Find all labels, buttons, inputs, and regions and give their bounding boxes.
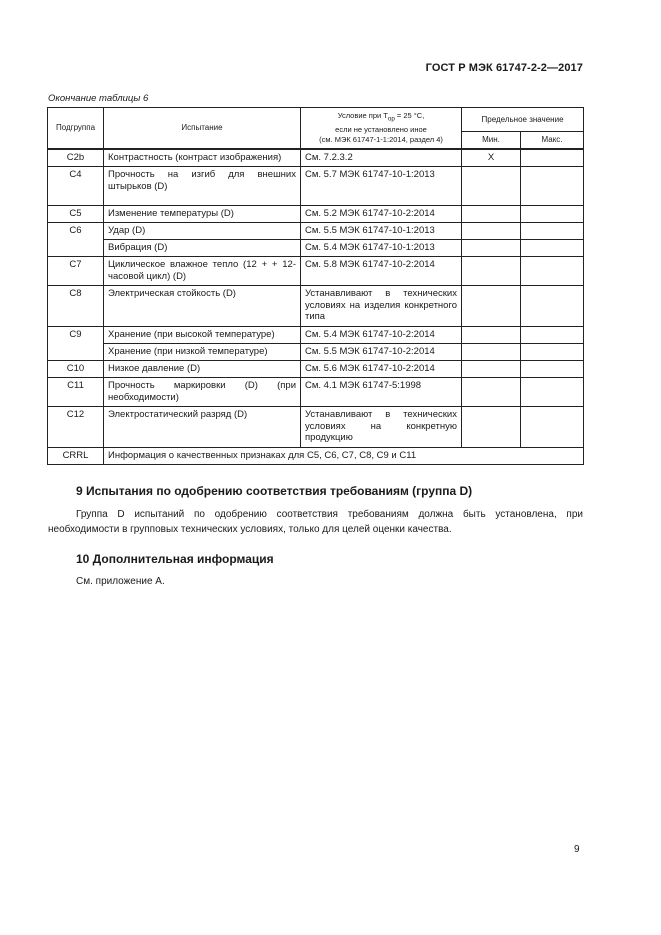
cell-max — [521, 286, 584, 327]
tests-table — [47, 107, 584, 465]
cell-condition: См. 7.2.3.2 — [301, 149, 462, 167]
cell-max — [521, 344, 584, 361]
cell-min — [462, 407, 521, 448]
cell-min — [462, 361, 521, 378]
cell-condition: Устанавливают в технических условиях на конкретную продукцию — [301, 407, 462, 448]
cell-test: Изменение температуры (D) — [104, 206, 301, 223]
cell-max — [521, 149, 584, 167]
table-row — [48, 344, 584, 361]
document-id-header: ГОСТ Р МЭК 61747-2-2—2017 — [425, 62, 583, 74]
cell-min — [462, 344, 521, 361]
table-row — [48, 206, 584, 223]
cell-group: C4 — [48, 167, 104, 206]
table-header-row — [48, 108, 584, 132]
cell-test: Контрастность (контраст изображения) — [104, 149, 301, 167]
crrl-row — [48, 448, 584, 465]
cell-min: X — [462, 149, 521, 167]
header-condition-sub: ор — [387, 115, 395, 123]
section-9-title: 9 Испытания по одобрению соответствия требованиям (группа D) — [76, 484, 473, 498]
cell-min — [462, 286, 521, 327]
table-row — [48, 167, 584, 206]
cell-max — [521, 361, 584, 378]
cell-group: C6 — [48, 223, 104, 257]
cell-group: C2b — [48, 149, 104, 167]
cell-max — [521, 223, 584, 240]
table-row — [48, 407, 584, 448]
header-condition-line1: Условие при T — [337, 111, 388, 121]
table-row — [48, 149, 584, 167]
header-group: Подгруппа — [48, 108, 104, 150]
cell-test: Низкое давление (D) — [104, 361, 301, 378]
table-row — [48, 223, 584, 240]
cell-group: C9 — [48, 327, 104, 361]
header-condition-line2: если не установлено иное — [335, 124, 427, 134]
table-row — [48, 286, 584, 327]
cell-max — [521, 206, 584, 223]
header-limit: Предельное значение — [462, 108, 584, 132]
table-body — [48, 149, 584, 465]
cell-max — [521, 378, 584, 407]
cell-condition: См. 5.7 МЭК 61747-10-1:2013 — [301, 167, 462, 206]
table-row — [48, 327, 584, 344]
cell-condition: См. 5.5 МЭК 61747-10-2:2014 — [301, 344, 462, 361]
section-10-text: См. приложение А. — [76, 576, 165, 587]
cell-group: C10 — [48, 361, 104, 378]
cell-min — [462, 257, 521, 286]
cell-min — [462, 327, 521, 344]
section-9-text: Группа D испытаний по одобрению соответствия требованиям должна быть установлена, при необходимости в групповых технических условиях, только для целей оценки качества. — [48, 509, 583, 535]
table-row — [48, 378, 584, 407]
cell-group: C12 — [48, 407, 104, 448]
cell-group: C8 — [48, 286, 104, 327]
cell-condition: См. 4.1 МЭК 61747-5:1998 — [301, 378, 462, 407]
cell-condition: См. 5.6 МЭК 61747-10-2:2014 — [301, 361, 462, 378]
header-test: Испытание — [104, 108, 301, 150]
section-10-title: 10 Дополнительная информация — [76, 552, 274, 566]
page-number: 9 — [574, 844, 580, 855]
cell-group: C5 — [48, 206, 104, 223]
cell-condition: См. 5.2 МЭК 61747-10-2:2014 — [301, 206, 462, 223]
header-max: Макс. — [521, 132, 584, 150]
cell-min — [462, 240, 521, 257]
cell-group: CRRL — [48, 448, 104, 465]
cell-group: C11 — [48, 378, 104, 407]
cell-max — [521, 240, 584, 257]
cell-test: Прочность на изгиб для внешних штырьков (D) — [104, 167, 301, 206]
cell-max — [521, 327, 584, 344]
cell-max — [521, 167, 584, 206]
table-caption: Окончание таблицы 6 — [48, 93, 149, 104]
cell-test: Хранение (при низкой температуре) — [104, 344, 301, 361]
cell-max — [521, 257, 584, 286]
table-row — [48, 361, 584, 378]
header-condition-line3: (см. МЭК 61747-1-1:2014, раздел 4) — [319, 134, 443, 144]
cell-test: Хранение (при высокой температуре) — [104, 327, 301, 344]
cell-group: C7 — [48, 257, 104, 286]
cell-test: Прочность маркировки (D) (при необходимости) — [104, 378, 301, 407]
cell-min — [462, 378, 521, 407]
cell-condition: См. 5.4 МЭК 61747-10-1:2013 — [301, 240, 462, 257]
cell-min — [462, 223, 521, 240]
cell-condition: Устанавливают в технических условиях на изделия конкретного типа — [301, 286, 462, 327]
cell-condition: См. 5.8 МЭК 61747-10-2:2014 — [301, 257, 462, 286]
header-condition-line1-end: = 25 °C, — [394, 111, 425, 121]
header-condition — [301, 108, 462, 150]
cell-condition: См. 5.5 МЭК 61747-10-1:2013 — [301, 223, 462, 240]
cell-condition: См. 5.4 МЭК 61747-10-2:2014 — [301, 327, 462, 344]
cell-test: Электростатический разряд (D) — [104, 407, 301, 448]
cell-max — [521, 407, 584, 448]
cell-min — [462, 167, 521, 206]
cell-crrl-text: Информация о качественных признаках для C5, C6, C7, C8, C9 и C11 — [104, 448, 584, 465]
header-min: Мин. — [462, 132, 521, 150]
cell-min — [462, 206, 521, 223]
cell-test: Электрическая стойкость (D) — [104, 286, 301, 327]
cell-test: Вибрация (D) — [104, 240, 301, 257]
table-row — [48, 257, 584, 286]
cell-test: Циклическое влажное тепло (12 + + 12-часовой цикл) (D) — [104, 257, 301, 286]
cell-test: Удар (D) — [104, 223, 301, 240]
table-row — [48, 240, 584, 257]
